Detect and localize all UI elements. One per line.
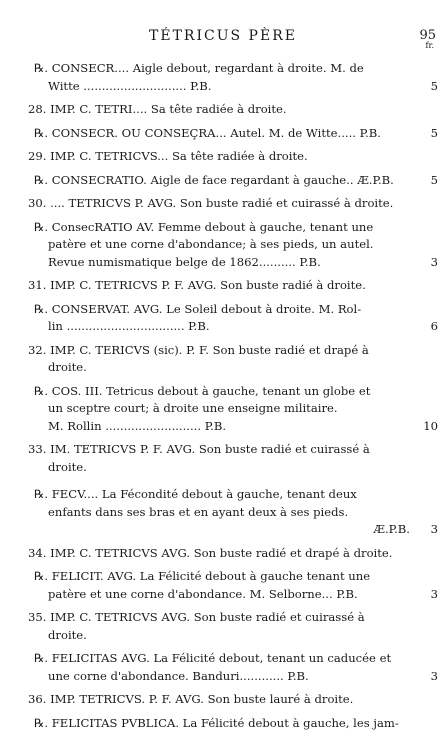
entry-line: 36. IMP. TETRICVS. P. F. AVG. Son buste lauré à droite. xyxy=(28,692,354,706)
entry-line: droite. xyxy=(48,459,87,474)
list-item xyxy=(0,172,446,190)
entry-line: 35. IMP. C. TETRICVS AVG. Son buste radié et cuirassé à xyxy=(28,610,365,624)
entry-line: ℞. COS. III. Tetricus debout à gauche, tenant un globe et xyxy=(34,383,371,398)
entry-line: ℞. FELICITAS AVG. La Félicité debout, tenant un caducée et xyxy=(34,651,392,665)
list-item xyxy=(0,195,446,213)
list-item xyxy=(0,301,446,336)
entry-line: 34. IMP. C. TETRICVS AVG. Son buste radié et drapé à droite. xyxy=(28,545,393,560)
entry-line-text: Witte ............................ P.B. xyxy=(48,78,212,93)
entry-line xyxy=(0,78,446,96)
list-item xyxy=(0,219,446,272)
entry-list xyxy=(0,60,446,732)
page-number xyxy=(419,28,436,50)
list-item xyxy=(0,545,446,563)
list-item xyxy=(0,609,446,644)
list-item xyxy=(0,691,446,709)
entry-line: patère et une corne d'abondance; à ses pieds, un autel. xyxy=(48,237,374,251)
page-title: TÉTRICUS PÈRE xyxy=(149,28,297,44)
entry-line-text: lin ................................ P.B. xyxy=(48,319,210,333)
entry-line: ℞. CONSECR.... Aigle debout, regardant à droite. M. de xyxy=(34,61,364,75)
list-item xyxy=(0,568,446,603)
rarity-value: 3 xyxy=(430,668,438,683)
list-item xyxy=(0,277,446,295)
entry-line xyxy=(0,172,446,190)
entry-line: ℞. FELICITAS PVBLICA. La Félicité debout à gauche, les jam- xyxy=(34,715,399,730)
list-item xyxy=(0,148,446,166)
rarity-value: 5 xyxy=(430,78,438,93)
unit-mark: fr. xyxy=(425,41,434,50)
entry-line: ℞. FELICIT. AVG. La Félicité debout à gauche tenant une xyxy=(34,569,371,583)
list-item xyxy=(0,715,446,733)
entry-line: droite. xyxy=(48,627,87,642)
rarity-value: 3 xyxy=(430,522,438,536)
entry-line-text: patère et une corne d'abondance. M. Selborne... P.B. xyxy=(48,586,358,601)
rarity-value: 6 xyxy=(430,319,438,333)
list-item xyxy=(0,486,446,539)
entry-line-text: M. Rollin .......................... P.B. xyxy=(48,418,227,433)
entry-line xyxy=(0,254,446,272)
rarity-value: 3 xyxy=(430,586,438,601)
list-item xyxy=(0,650,446,685)
entry-line: 30. .... TETRICVS P. AVG. Son buste radié et cuirassé à droite. xyxy=(28,196,394,210)
entry-line: ℞. FECV.... La Fécondité debout à gauche, tenant deux xyxy=(34,487,357,501)
entry-line: droite. xyxy=(48,360,87,374)
entry-line: 32. IMP. C. TERICVS (sic). P. F. Son buste radié et drapé à xyxy=(28,342,369,357)
entry-line xyxy=(0,586,446,604)
rarity-value: 5 xyxy=(430,125,438,140)
entry-line xyxy=(0,318,446,336)
entry-line: ℞. CONSERVAT. AVG. Le Soleil debout à droite. M. Rol- xyxy=(34,301,362,316)
page-number-value: 95 xyxy=(419,28,436,43)
entry-line-text: Æ.P.B. xyxy=(373,522,410,536)
list-item xyxy=(0,101,446,119)
rarity-value: 5 xyxy=(430,172,438,187)
entry-line-text: ℞. CONSECR. OU CONSEÇRA... Autel. M. de Witte..... P.B. xyxy=(34,125,381,140)
entry-line: 29. IMP. C. TETRICVS... Sa tête radiée à droite. xyxy=(28,149,308,163)
list-item xyxy=(0,441,446,476)
entry-line: ℞. ConsecRATIO AV. Femme debout à gauche, tenant une xyxy=(34,219,374,234)
entry-line xyxy=(0,668,446,686)
list-item xyxy=(0,383,446,436)
entry-line-text: Revue numismatique belge de 1862.......... P.B. xyxy=(48,254,321,269)
list-item xyxy=(0,125,446,143)
entry-line: 31. IMP. C. TETRICVS P. F. AVG. Son buste radié à droite. xyxy=(28,278,366,292)
entry-line-text: ℞. CONSECRATIO. Aigle de face regardant à gauche.. Æ.P.B. xyxy=(34,172,394,187)
entry-line xyxy=(0,521,446,539)
list-item xyxy=(0,342,446,377)
entry-line: enfants dans ses bras et en ayant deux à ses pieds. xyxy=(48,504,349,519)
rarity-value: 10 xyxy=(423,418,438,433)
entry-line-text: une corne d'abondance. Banduri............ P.B. xyxy=(48,668,309,683)
entry-line: un sceptre court; à droite une enseigne militaire. xyxy=(48,401,338,415)
entry-line: 33. IM. TETRICVS P. F. AVG. Son buste radié et cuirassé à xyxy=(28,442,370,456)
entry-line: 28. IMP. C. TETRI.... Sa tête radiée à droite. xyxy=(28,102,287,116)
rarity-value: 3 xyxy=(430,254,438,269)
entry-line xyxy=(0,418,446,436)
entry-line xyxy=(0,125,446,143)
list-item xyxy=(0,60,446,95)
